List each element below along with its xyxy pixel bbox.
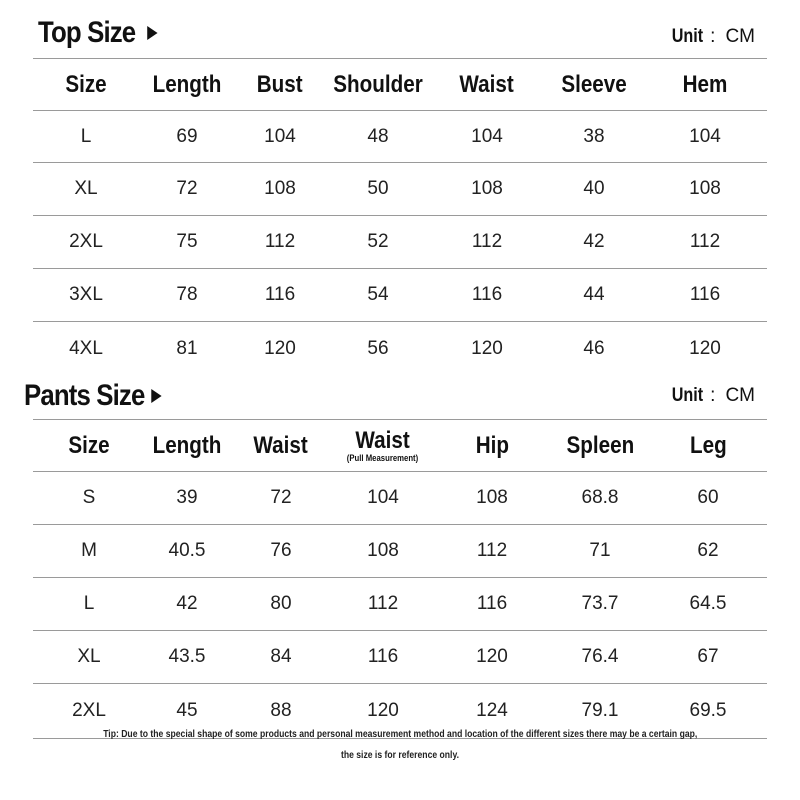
cell-hem: 108: [689, 178, 721, 199]
cell-leg: 62: [697, 540, 719, 561]
top-size-title: [38, 14, 158, 52]
cell-size: M: [81, 540, 97, 561]
cell-hip: 116: [476, 593, 508, 614]
tip-line-2: the size is for reference only.: [340, 749, 460, 761]
cell-hem: 116: [689, 284, 721, 305]
cell-waist-pull: 112: [367, 593, 399, 614]
cell-size: XL: [77, 646, 101, 667]
unit-separator: :: [710, 26, 716, 47]
pants-size-title: [24, 377, 162, 415]
header-size: Size: [65, 70, 107, 98]
pants-size-table: [33, 419, 767, 739]
cell-length: 39: [176, 487, 198, 508]
cell-waist-pull: 108: [367, 540, 399, 561]
table-row: [33, 269, 767, 322]
cell-length: 40.5: [168, 540, 206, 561]
table-row: [33, 322, 767, 376]
cell-leg: 69.5: [689, 700, 727, 721]
header-waist: Waist: [253, 431, 309, 459]
cell-size: 3XL: [69, 284, 103, 305]
tip-note: [0, 724, 800, 766]
cell-waist: 84: [270, 646, 292, 667]
unit-value: CM: [725, 26, 755, 47]
cell-sleeve: 46: [583, 338, 605, 359]
cell-leg: 67: [697, 646, 719, 667]
cell-size: S: [82, 487, 96, 508]
unit-separator: :: [710, 385, 716, 406]
cell-bust: 108: [264, 178, 296, 199]
cell-hip: 124: [476, 700, 508, 721]
cell-sleeve: 40: [583, 178, 605, 199]
tip-line-1: Tip: Due to the special shape of some products and personal measurement method and location of the different sizes there may be a certain gap,: [102, 728, 698, 740]
header-leg: Leg: [689, 431, 727, 459]
header-spleen: Spleen: [566, 431, 634, 459]
cell-size: XL: [74, 178, 98, 199]
cell-shoulder: 56: [367, 338, 389, 359]
header-sleeve: Sleeve: [561, 70, 627, 98]
cell-size: 2XL: [72, 700, 106, 721]
cell-length: 78: [176, 284, 198, 305]
cell-spleen: 73.7: [581, 593, 619, 614]
cell-sleeve: 38: [583, 125, 605, 147]
header-waist: Waist: [459, 70, 515, 98]
table-row: [33, 472, 767, 525]
header-bust: Bust: [257, 70, 303, 98]
cell-shoulder: 54: [367, 284, 389, 305]
table-row: [33, 578, 767, 631]
cell-spleen: 79.1: [581, 700, 619, 721]
header-length: Length: [152, 431, 222, 459]
header-size: Size: [68, 431, 110, 459]
pants-unit: [669, 385, 755, 407]
cell-hip: 120: [476, 646, 508, 667]
cell-length: 69: [176, 125, 198, 147]
pants-size-title-text: Pants Size: [24, 379, 145, 412]
cell-spleen: 76.4: [581, 646, 619, 667]
cell-hem: 104: [689, 125, 721, 147]
cell-waist-pull: 116: [367, 646, 399, 667]
table-row: [33, 216, 767, 269]
table-row: [33, 163, 767, 216]
cell-waist-pull: 120: [367, 700, 399, 721]
top-size-title-text: Top Size: [38, 16, 136, 49]
unit-label: Unit: [671, 26, 704, 47]
table-row: [33, 525, 767, 578]
header-waist-pull: Waist (Pull Measurement): [347, 426, 419, 463]
cell-length: 75: [176, 231, 198, 252]
cell-waist: 80: [270, 593, 292, 614]
cell-leg: 64.5: [689, 593, 727, 614]
cell-shoulder: 50: [367, 178, 389, 199]
unit-value: CM: [725, 385, 755, 406]
cell-size: 2XL: [69, 231, 103, 252]
cell-sleeve: 42: [583, 231, 605, 252]
top-unit: [669, 26, 755, 48]
header-length: Length: [152, 70, 222, 98]
table-header-row: [33, 419, 767, 472]
cell-hip: 108: [476, 487, 508, 508]
play-arrow-icon: [151, 389, 161, 403]
cell-leg: 60: [697, 487, 719, 508]
cell-length: 81: [176, 338, 198, 359]
cell-waist: 88: [270, 700, 292, 721]
header-waist-pull-note: (Pull Measurement): [347, 452, 419, 463]
cell-waist: 108: [471, 178, 503, 199]
cell-shoulder: 48: [367, 125, 389, 147]
header-shoulder: Shoulder: [333, 70, 423, 98]
cell-waist: 72: [270, 487, 292, 508]
cell-hem: 112: [689, 231, 721, 252]
cell-waist: 120: [471, 338, 503, 359]
cell-size: L: [83, 593, 95, 614]
cell-bust: 104: [264, 125, 296, 147]
cell-size: 4XL: [69, 338, 103, 359]
play-arrow-icon: [147, 26, 157, 40]
cell-length: 45: [176, 700, 198, 721]
cell-waist: 104: [471, 125, 503, 147]
cell-size: L: [80, 125, 92, 147]
top-size-table: [33, 58, 767, 376]
cell-hem: 120: [689, 338, 721, 359]
unit-label: Unit: [671, 385, 704, 406]
cell-spleen: 71: [589, 540, 611, 561]
header-hem: Hem: [682, 70, 728, 98]
cell-hip: 112: [476, 540, 508, 561]
cell-waist: 116: [471, 284, 503, 305]
header-hip: Hip: [475, 431, 509, 459]
cell-waist-pull: 104: [367, 487, 399, 508]
cell-bust: 116: [264, 284, 296, 305]
cell-sleeve: 44: [583, 284, 605, 305]
cell-bust: 112: [264, 231, 296, 252]
cell-waist: 76: [270, 540, 292, 561]
cell-bust: 120: [264, 338, 296, 359]
cell-waist: 112: [471, 231, 503, 252]
cell-shoulder: 52: [367, 231, 389, 252]
cell-spleen: 68.8: [581, 487, 619, 508]
table-header-row: [33, 58, 767, 111]
table-row: [33, 631, 767, 684]
cell-length: 42: [176, 593, 198, 614]
cell-length: 43.5: [168, 646, 206, 667]
cell-length: 72: [176, 178, 198, 199]
table-row: [33, 111, 767, 163]
